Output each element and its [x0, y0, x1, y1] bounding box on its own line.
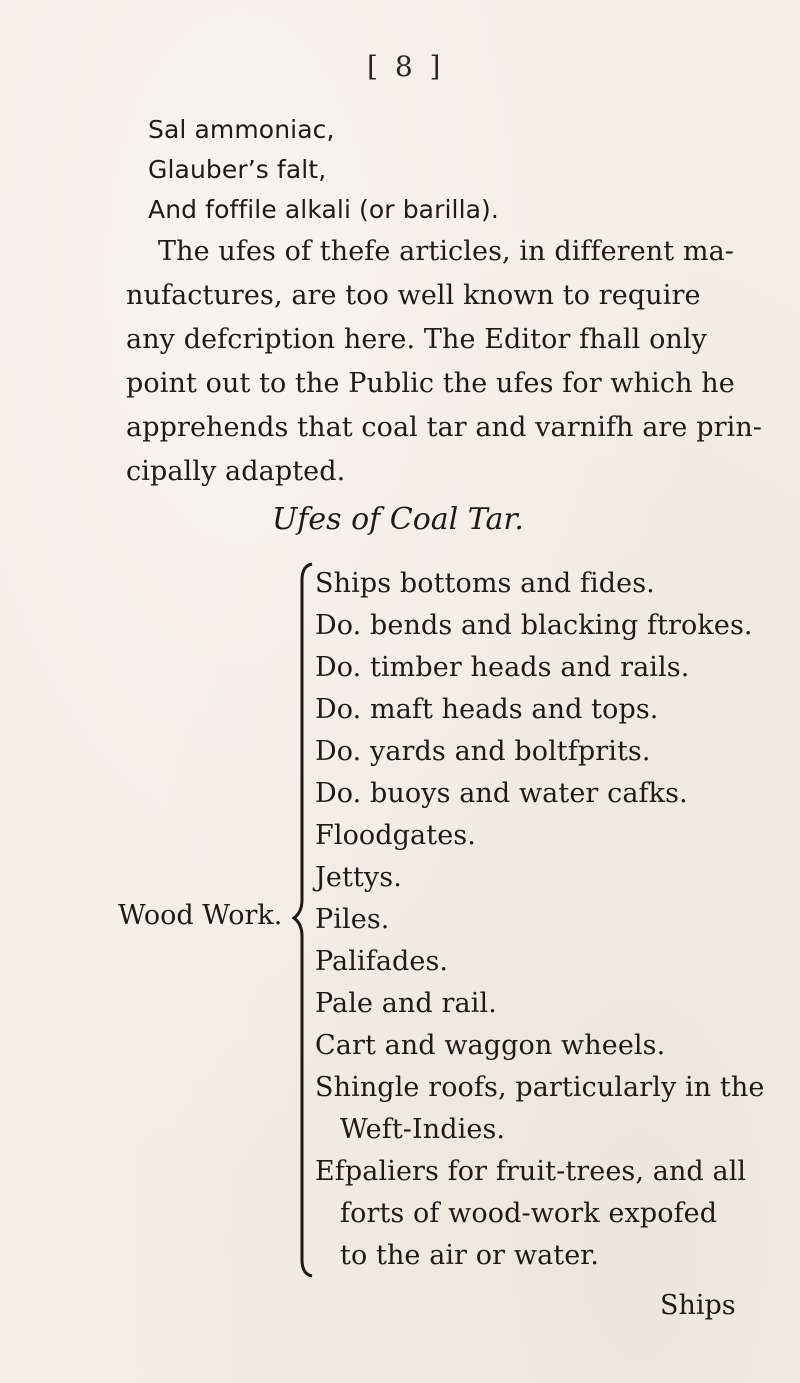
use-item: Do. timber heads and rails. — [315, 652, 690, 683]
use-item: Do. yards and boltfprits. — [315, 736, 651, 767]
paragraph-line: The ufes of thefe articles, in different ma- — [158, 236, 735, 267]
use-item: Do. buoys and water cafks. — [315, 778, 688, 809]
use-item: Do. bends and blacking ftrokes. — [315, 610, 753, 641]
intro-list-item: Glauber’s falt, — [148, 155, 327, 184]
use-item: Efpaliers for fruit-trees, and all — [315, 1156, 747, 1187]
section-heading: Ufes of Coal Tar. — [272, 502, 524, 537]
paragraph-line: any defcription here. The Editor fhall only — [126, 324, 708, 355]
catchword: Ships — [660, 1290, 736, 1321]
wood-work-label: Wood Work. — [118, 900, 283, 931]
paragraph-line: cipally adapted. — [126, 456, 346, 487]
paragraph-line: apprehends that coal tar and varnifh are prin- — [126, 412, 763, 443]
use-item: Ships bottoms and fides. — [315, 568, 655, 599]
use-item: to the air or water. — [340, 1240, 600, 1271]
page-number-header: [ 8 ] — [367, 50, 445, 83]
use-item: Pale and rail. — [315, 988, 497, 1019]
use-item: Do. maft heads and tops. — [315, 694, 659, 725]
intro-list-item: Sal ammoniac, — [148, 115, 335, 144]
use-item: Cart and waggon wheels. — [315, 1030, 666, 1061]
use-item: forts of wood-work expofed — [340, 1198, 718, 1229]
use-item: Jettys. — [315, 862, 402, 893]
use-item: Floodgates. — [315, 820, 476, 851]
use-item: Piles. — [315, 904, 390, 935]
use-item: Weft-Indies. — [340, 1114, 506, 1145]
intro-list-item: And foffile alkali (or barilla). — [148, 195, 499, 224]
use-item: Shingle roofs, particularly in the — [315, 1072, 765, 1103]
use-item: Palifades. — [315, 946, 449, 977]
paragraph-line: nufactures, are too well known to require — [126, 280, 701, 311]
paragraph-line: point out to the Public the ufes for which he — [126, 368, 735, 399]
